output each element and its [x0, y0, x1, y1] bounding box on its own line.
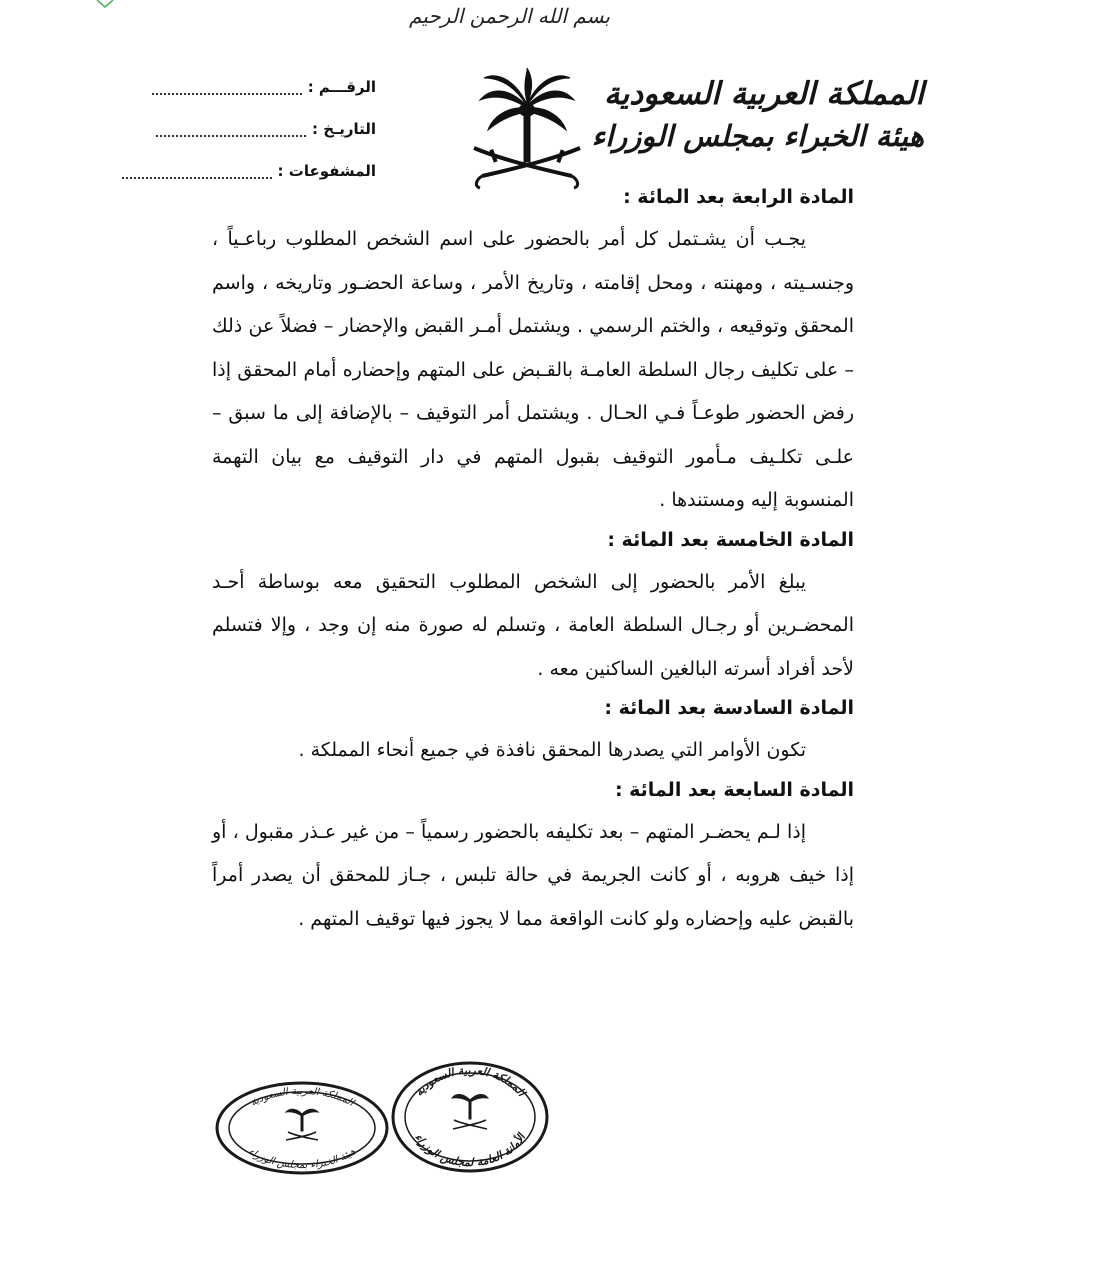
- seal-top-text: المملكة العربية السعودية: [248, 1085, 356, 1109]
- experts-authority-seal-icon: [214, 1080, 390, 1176]
- authority-name: هيئة الخبراء بمجلس الوزراء: [591, 119, 924, 153]
- attachments-label: المشفوعات :: [277, 162, 376, 180]
- basmala: بسم الله الرحمن الرحيم: [408, 4, 610, 28]
- seal-bottom-text: الأمانة العامة لمجلس الوزراء: [411, 1131, 529, 1170]
- palm-swords-emblem-icon: [468, 66, 586, 190]
- article-text-content: يجـب أن يشـتمل كل أمر بالحضور على اسم الشخص المطلوب رباعـياً ، وجنسـيته ، ومهنته ، ومحل إقامته ، وتاريخ الأمر ، وساعة الحضـور وتاريخه ، واسم المحقق وتوقيعه ، والختم الرسمي . ويشتمل أمـر القبض والإحضار – فضلاً عن ذلك – على تكليف رجال السلطة العامـة بالقـبض على المتهم وإحضاره أمام المحقق إذا رفض الحضور طوعـاً فـي الحـال . ويشتمل أمر التوقيف – بالإضافة إلى ما سبق – علـى تكلـيف مـأمور التوقيف بقبول المتهم في دار التوقيف مع بيان التهمة المنسوبة إليه ومستندها .: [212, 228, 854, 511]
- article-text: [212, 561, 854, 692]
- seal-bottom-text: هيئة الخبراء بمجلس الوزراء: [246, 1146, 358, 1172]
- article-heading: المادة الخامسة بعد المائة :: [607, 528, 854, 551]
- article-text-content: يبلغ الأمر بالحضور إلى الشخص المطلوب التحقيق معه بوساطة أحـد المحضـرين أو رجـال السلطة العامة ، وتسلم له صورة منه إن وجد ، وإلا فتسلم لأحد أفراد أسرته البالغين الساكنين معه .: [212, 570, 854, 680]
- svg-text:المملكة العربية السعودية: [249, 1086, 357, 1109]
- article-text-content: تكون الأوامر التي يصدرها المحقق نافذة في جميع أنحاء المملكة .: [298, 739, 806, 761]
- seal-top-text: المملكة العربية السعودية: [412, 1063, 528, 1099]
- article-heading: المادة السابعة بعد المائة :: [614, 778, 854, 801]
- date-label: التاريـخ :: [312, 120, 376, 138]
- article-104: [212, 182, 854, 523]
- article-text-content: إذا لـم يحضـر المتهم – بعد تكليفه بالحضور رسمياً – من غير عـذر مقبول ، أو إذا خيف هروبه ، أو كانت الجريمة في حالة تلبس ، جـاز للمحقق أن يصدر أمراً بالقبض عليه وإحضاره ولو كانت الواقعة مما لا يجوز فيها توقيف المتهم .: [212, 820, 854, 930]
- kingdom-name: المملكة العربية السعودية: [604, 76, 924, 112]
- article-text: [212, 218, 854, 523]
- article-text: [212, 811, 854, 942]
- date-blank: [156, 123, 306, 137]
- document-body: [212, 182, 854, 943]
- article-heading: المادة الرابعة بعد المائة :: [623, 186, 854, 208]
- article-heading: المادة السادسة بعد المائة :: [604, 697, 854, 719]
- secretariat-seal-icon: [390, 1060, 550, 1174]
- article-text: [212, 729, 854, 773]
- article-107: [212, 775, 854, 942]
- reference-number-blank: [152, 81, 302, 95]
- article-105: [212, 525, 854, 692]
- date-field: [136, 116, 376, 158]
- corner-mark: [96, 0, 114, 8]
- reference-number-field: [136, 74, 376, 116]
- letterhead: [591, 72, 924, 156]
- article-106: [212, 693, 854, 773]
- reference-number-label: الرقـــم :: [307, 78, 376, 96]
- attachments-blank: [122, 165, 272, 179]
